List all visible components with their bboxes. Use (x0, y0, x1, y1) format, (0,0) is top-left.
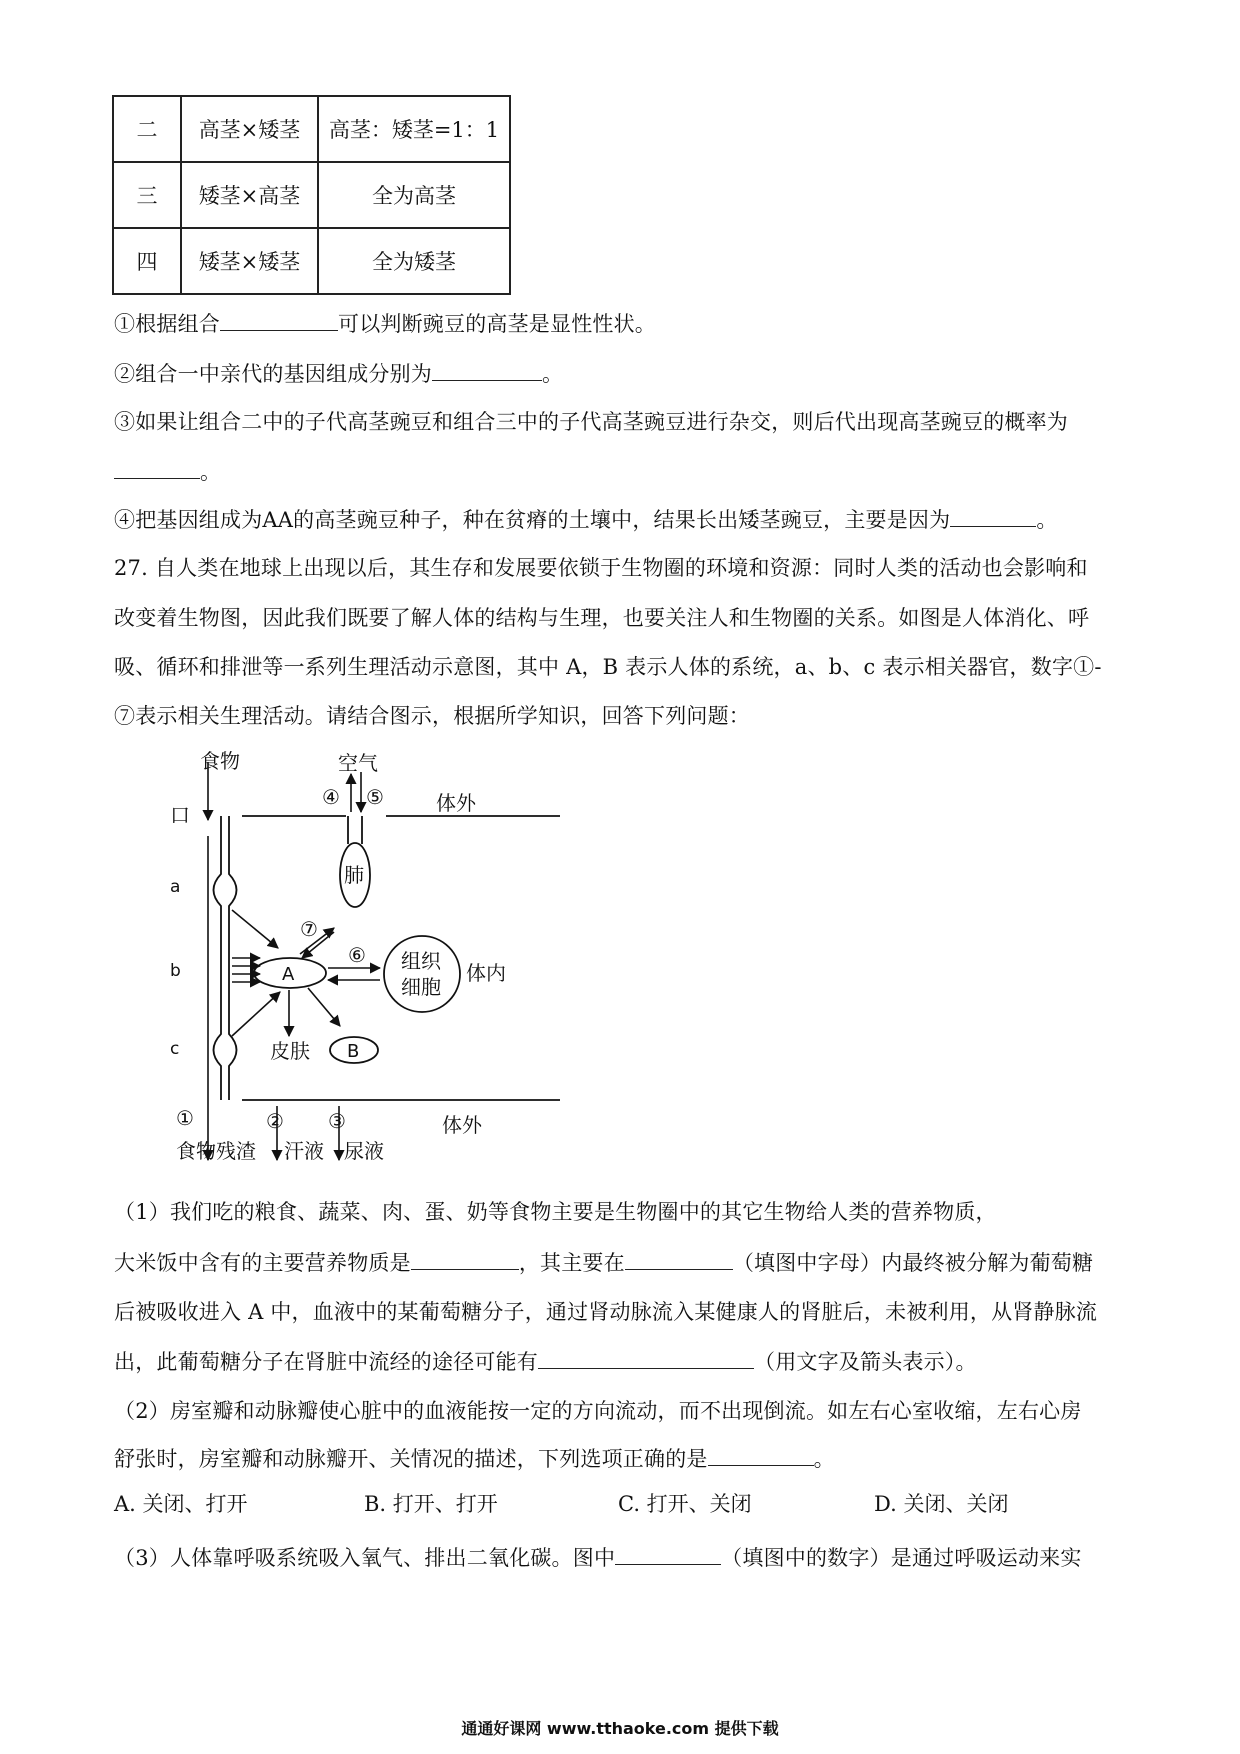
option-a[interactable]: A. 关闭、打开 (114, 1492, 248, 1516)
answer-blank[interactable] (625, 1251, 733, 1270)
group-cell: 四 (113, 228, 181, 294)
label-outside-bottom: 体外 (442, 1113, 482, 1137)
p1-line-2 (114, 1247, 1093, 1277)
q27-stem-line-3: 吸、循环和排泄等一系列生理活动示意图，其中 A，B 表示人体的系统，a、b、c 表示相关器官，数字①- (114, 655, 1102, 679)
p1-line-1: （1）我们吃的粮食、蔬菜、肉、蛋、奶等食物主要是生物圈中的其它生物给人类的营养物质， (114, 1200, 997, 1224)
label-food: 食物 (200, 749, 240, 773)
p2-line-2-text-a: 舒张时，房室瓣和动脉瓣开、关情况的描述，下列选项正确的是 (114, 1447, 708, 1471)
q26-item-3-text-end: 。 (200, 460, 222, 484)
result-cell: 高茎：矮茎=1：1 (318, 96, 510, 162)
p1-line-2-text-a: 大米饭中含有的主要营养物质是 (114, 1251, 411, 1275)
answer-blank[interactable] (432, 362, 542, 381)
option-b[interactable]: B. 打开、打开 (364, 1492, 498, 1516)
label-inside: 体内 (466, 961, 506, 985)
table-row (113, 162, 510, 228)
tissue-cells-shape (384, 936, 460, 1012)
q27-stem-line-1: 27. 自人类在地球上出现以后，其生存和发展要依锁于生物圈的环境和资源：同时人类的活动也会影响和 (114, 556, 1088, 580)
q26-item-2-text: ②组合一中亲代的基因组成分别为 (114, 362, 432, 386)
q27-stem-line-2: 改变着生物图，因此我们既要了解人体的结构与生理，也要关注人和生物圈的关系。如图是人体消化、呼 (114, 606, 1090, 630)
answer-blank[interactable] (538, 1350, 754, 1369)
p1-line-4 (114, 1346, 977, 1376)
label-system-b: B (347, 1041, 360, 1062)
p1-line-2-text-b: ，其主要在 (518, 1251, 625, 1275)
q26-item-4-text-end: 。 (1036, 508, 1058, 532)
answer-blank[interactable] (411, 1251, 519, 1270)
result-cell: 全为矮茎 (318, 228, 510, 294)
label-organ-a: a (170, 877, 181, 897)
physiology-diagram (170, 748, 590, 1168)
label-n1: ① (176, 1106, 194, 1130)
cross-results-table (112, 95, 511, 295)
p1-line-3: 后被吸收进入 A 中，血液中的某葡萄糖分子，通过肾动脉流入某健康人的肾脏后，未被利用，从肾静脉流 (114, 1300, 1098, 1324)
label-tissue-line2: 细胞 (401, 975, 441, 999)
p1-line-2-text-c: （填图中字母）内最终被分解为葡萄糖 (732, 1251, 1094, 1275)
label-n3: ③ (328, 1109, 346, 1133)
digestive-tract-left (214, 816, 222, 1100)
q26-item-2-text-end: 。 (542, 362, 564, 386)
group-cell: 三 (113, 162, 181, 228)
answer-blank[interactable] (114, 460, 200, 479)
group-cell: 二 (113, 96, 181, 162)
p2-line-1: （2）房室瓣和动脉瓣使心脏中的血液能按一定的方向流动，而不出现倒流。如左右心室收缩，左右心房 (114, 1399, 1082, 1423)
label-system-a: A (282, 964, 295, 985)
label-n7: ⑦ (300, 917, 318, 941)
absorption-arrow-a (232, 910, 278, 948)
label-lung: 肺 (344, 863, 364, 887)
label-mouth: 口 (170, 803, 190, 827)
table-row (113, 228, 510, 294)
p3-line-1-text-a: （3）人体靠呼吸系统吸入氧气、排出二氧化碳。图中 (114, 1546, 616, 1570)
q26-item-1-text: ①根据组合 (114, 312, 220, 336)
q26-item-3: ③如果让组合二中的子代高茎豌豆和组合三中的子代高茎豌豆进行杂交，则后代出现高茎豌豆的概率为 (114, 410, 1068, 434)
q26-item-4-text: ④把基因组成为AA的高茎豌豆种子，种在贫瘠的土壤中，结果长出矮茎豌豆，主要是因为 (114, 508, 951, 532)
p1-line-4-text-a: 出，此葡萄糖分子在肾脏中流经的途径可能有 (114, 1350, 538, 1374)
answer-blank[interactable] (220, 312, 338, 331)
cross-cell: 矮茎×高茎 (181, 162, 318, 228)
label-n5: ⑤ (366, 785, 384, 809)
p2-line-2-text-b: 。 (813, 1447, 835, 1471)
option-d[interactable]: D. 关闭、关闭 (874, 1492, 1009, 1516)
label-organ-c: c (170, 1039, 180, 1059)
label-air: 空气 (338, 751, 378, 775)
label-tissue-line1: 组织 (401, 949, 441, 973)
label-skin: 皮肤 (270, 1039, 310, 1063)
label-n4: ④ (322, 785, 340, 809)
p2-line-2 (114, 1443, 835, 1473)
absorption-arrow-c (232, 992, 280, 1036)
q26-item-1-text-end: 可以判断豌豆的高茎是显性性状。 (338, 312, 656, 336)
result-cell: 全为高茎 (318, 162, 510, 228)
p1-line-4-text-b: （用文字及箭头表示）。 (754, 1350, 977, 1374)
q26-item-1 (114, 308, 656, 338)
p3-line-1-text-b: （填图中的数字）是通过呼吸运动来实 (721, 1546, 1082, 1570)
answer-blank[interactable] (950, 508, 1036, 527)
cross-cell: 矮茎×矮茎 (181, 228, 318, 294)
q27-stem-line-4: ⑦表示相关生理活动。请结合图示，根据所学知识，回答下列问题： (114, 704, 750, 728)
q26-item-3-cont (114, 456, 221, 486)
label-organ-b: b (170, 961, 181, 981)
q26-item-2 (114, 358, 563, 388)
option-c[interactable]: C. 打开、关闭 (618, 1492, 752, 1516)
cross-cell: 高茎×矮茎 (181, 96, 318, 162)
label-sweat: 汗液 (284, 1139, 324, 1163)
blood-to-kidney-arrow (308, 988, 340, 1026)
footer-source: 通通好课网 www.tthaoke.com 提供下载 (461, 1719, 779, 1738)
label-urine: 尿液 (344, 1139, 384, 1163)
table-row (113, 96, 510, 162)
p3-line-1 (114, 1542, 1082, 1572)
label-n6: ⑥ (348, 943, 366, 967)
q26-item-4 (114, 504, 1058, 534)
label-n2: ② (266, 1109, 284, 1133)
answer-blank[interactable] (615, 1546, 721, 1565)
label-food-residue: 食物残渣 (176, 1139, 256, 1163)
answer-blank[interactable] (708, 1447, 814, 1466)
label-outside-top: 体外 (436, 791, 476, 815)
